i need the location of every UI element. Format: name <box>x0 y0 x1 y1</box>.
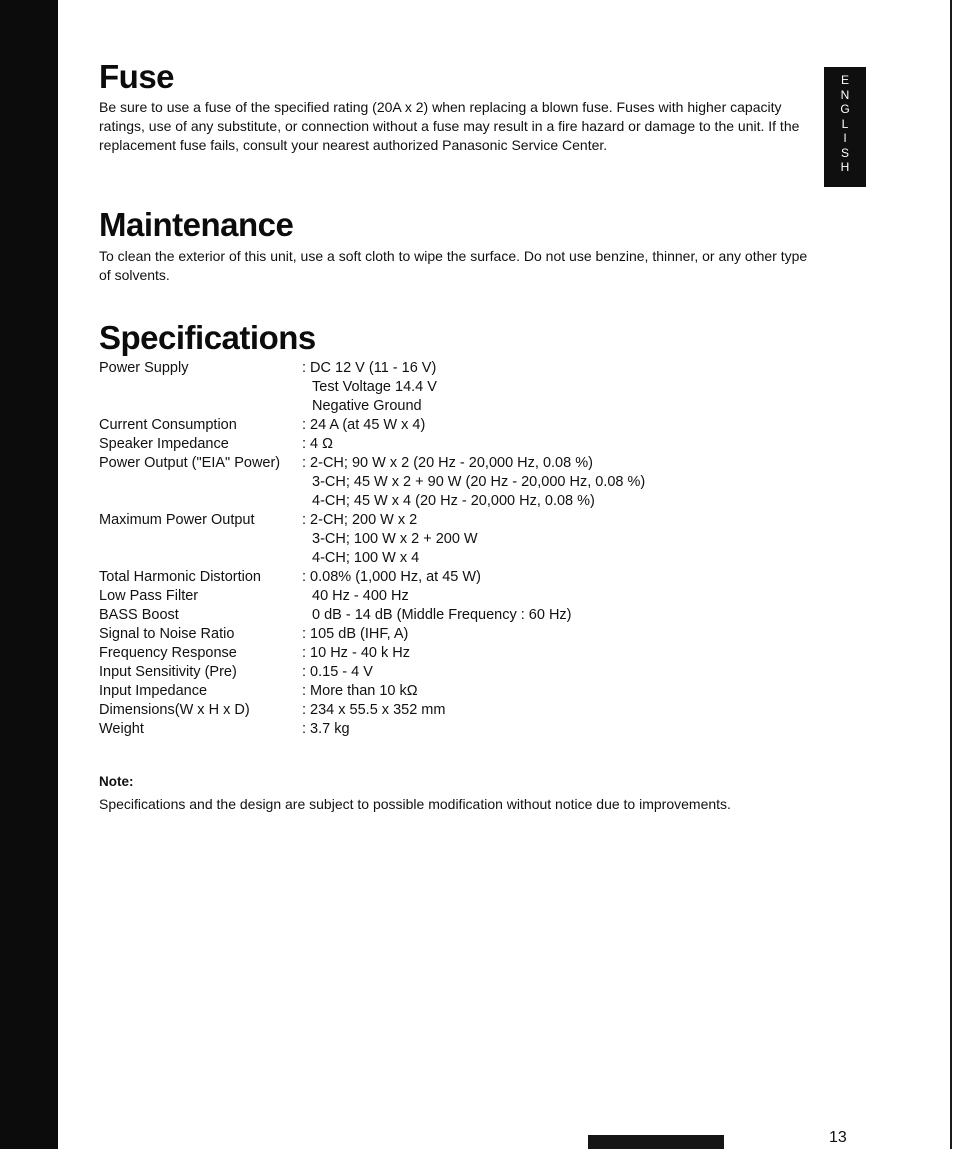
spec-value-line: 3-CH; 45 W x 2 + 90 W (20 Hz - 20,000 Hz, 0.08 %) <box>312 474 646 490</box>
language-tab-letter: I <box>843 131 847 145</box>
spec-value-line: : 2-CH; 90 W x 2 (20 Hz - 20,000 Hz, 0.08 %) <box>302 455 593 471</box>
spec-row <box>99 606 645 625</box>
spec-value-line: : 24 A (at 45 W x 4) <box>302 417 426 433</box>
maintenance-paragraph: To clean the exterior of this unit, use a soft cloth to wipe the surface. Do not use benzine, thinner, or any other type of solvents. <box>99 248 808 283</box>
spec-value <box>302 720 350 739</box>
spec-value <box>302 682 418 701</box>
spec-row <box>99 663 645 682</box>
language-tab-letter: L <box>841 116 849 131</box>
spec-row <box>99 682 645 701</box>
spec-label: Power Output ("EIA" Power) <box>99 455 281 471</box>
spec-row <box>99 701 645 720</box>
spec-value-line: Negative Ground <box>312 398 422 414</box>
spec-label: Input Impedance <box>99 683 208 699</box>
spec-row <box>99 511 645 568</box>
spec-value-line: : 234 x 55.5 x 352 mm <box>302 702 446 718</box>
spec-value-line: : 10 Hz - 40 k Hz <box>302 645 410 661</box>
spec-row <box>99 720 645 739</box>
page-binding-edge <box>0 0 58 1149</box>
spec-value-line: 40 Hz - 400 Hz <box>312 588 409 604</box>
spec-label: BASS Boost <box>99 607 179 623</box>
spec-row <box>99 587 645 606</box>
spec-value <box>302 435 333 454</box>
spec-row <box>99 625 645 644</box>
spec-label: Frequency Response <box>99 645 237 661</box>
spec-row <box>99 435 645 454</box>
spec-row <box>99 568 645 587</box>
spec-value-line: 0 dB - 14 dB (Middle Frequency : 60 Hz) <box>312 607 572 623</box>
spec-row <box>99 359 645 416</box>
spec-label: Weight <box>99 721 144 737</box>
page-right-edge <box>950 0 952 1149</box>
spec-value-line: 3-CH; 100 W x 2 + 200 W <box>312 531 478 547</box>
language-tab-letter: E <box>840 73 849 87</box>
spec-value-line: : DC 12 V (11 - 16 V) <box>302 360 437 376</box>
spec-label: Signal to Noise Ratio <box>99 626 235 642</box>
spec-label: Power Supply <box>99 360 189 376</box>
spec-value <box>302 625 408 644</box>
maintenance-heading: Maintenance <box>99 206 294 243</box>
spec-value <box>302 663 373 682</box>
note-text: Specifications and the design are subject to possible modification without notice due to improvements. <box>99 796 731 812</box>
footer-model-bar <box>588 1135 724 1149</box>
spec-value <box>302 606 572 625</box>
spec-value <box>302 568 481 587</box>
spec-value-line: : 105 dB (IHF, A) <box>302 626 409 642</box>
spec-value-line: : 2-CH; 200 W x 2 <box>302 512 418 528</box>
specifications-table <box>99 359 645 739</box>
spec-label: Dimensions(W x H x D) <box>99 702 250 718</box>
spec-value-line: : 0.15 - 4 V <box>302 664 373 680</box>
spec-value <box>302 359 437 416</box>
language-tab-letter: G <box>840 102 850 116</box>
spec-value-line: : 3.7 kg <box>302 721 350 737</box>
spec-label: Maximum Power Output <box>99 512 255 528</box>
spec-value-line: : 4 Ω <box>302 436 333 452</box>
spec-row <box>99 644 645 663</box>
language-tab-letter: H <box>840 160 850 174</box>
spec-label: Low Pass Filter <box>99 588 199 604</box>
spec-value-line: Test Voltage 14.4 V <box>312 379 437 395</box>
language-tab-english <box>824 67 866 187</box>
spec-value <box>302 701 445 720</box>
spec-value-line: : More than 10 kΩ <box>302 683 418 699</box>
spec-value <box>302 511 478 568</box>
fuse-paragraph: Be sure to use a fuse of the specified rating (20A x 2) when replacing a blown fuse. Fuses with higher capacity ratings, use of any substitute, or connection without a fuse may result in a fire hazard or damage to the unit. If the replacement fuse fails, consult your nearest authorized Panasonic Service Center. <box>99 99 800 153</box>
specifications-heading: Specifications <box>99 319 316 356</box>
spec-label: Speaker Impedance <box>99 436 229 452</box>
page-number: 13 <box>829 1129 847 1146</box>
spec-value <box>302 587 409 606</box>
spec-label: Current Consumption <box>99 417 237 433</box>
spec-value <box>302 644 410 663</box>
note-heading: Note: <box>99 774 134 789</box>
spec-row <box>99 454 645 511</box>
fuse-heading: Fuse <box>99 58 175 95</box>
spec-value-line: : 0.08% (1,000 Hz, at 45 W) <box>302 569 481 585</box>
spec-value <box>302 454 645 511</box>
language-tab-letter: N <box>840 87 850 102</box>
spec-row <box>99 416 645 435</box>
spec-label: Total Harmonic Distortion <box>99 569 261 585</box>
spec-label: Input Sensitivity (Pre) <box>99 664 237 680</box>
spec-value-line: 4-CH; 100 W x 4 <box>312 550 420 566</box>
spec-value-line: 4-CH; 45 W x 4 (20 Hz - 20,000 Hz, 0.08 %) <box>312 493 595 509</box>
language-tab-letter: S <box>840 145 849 160</box>
spec-value <box>302 416 425 435</box>
